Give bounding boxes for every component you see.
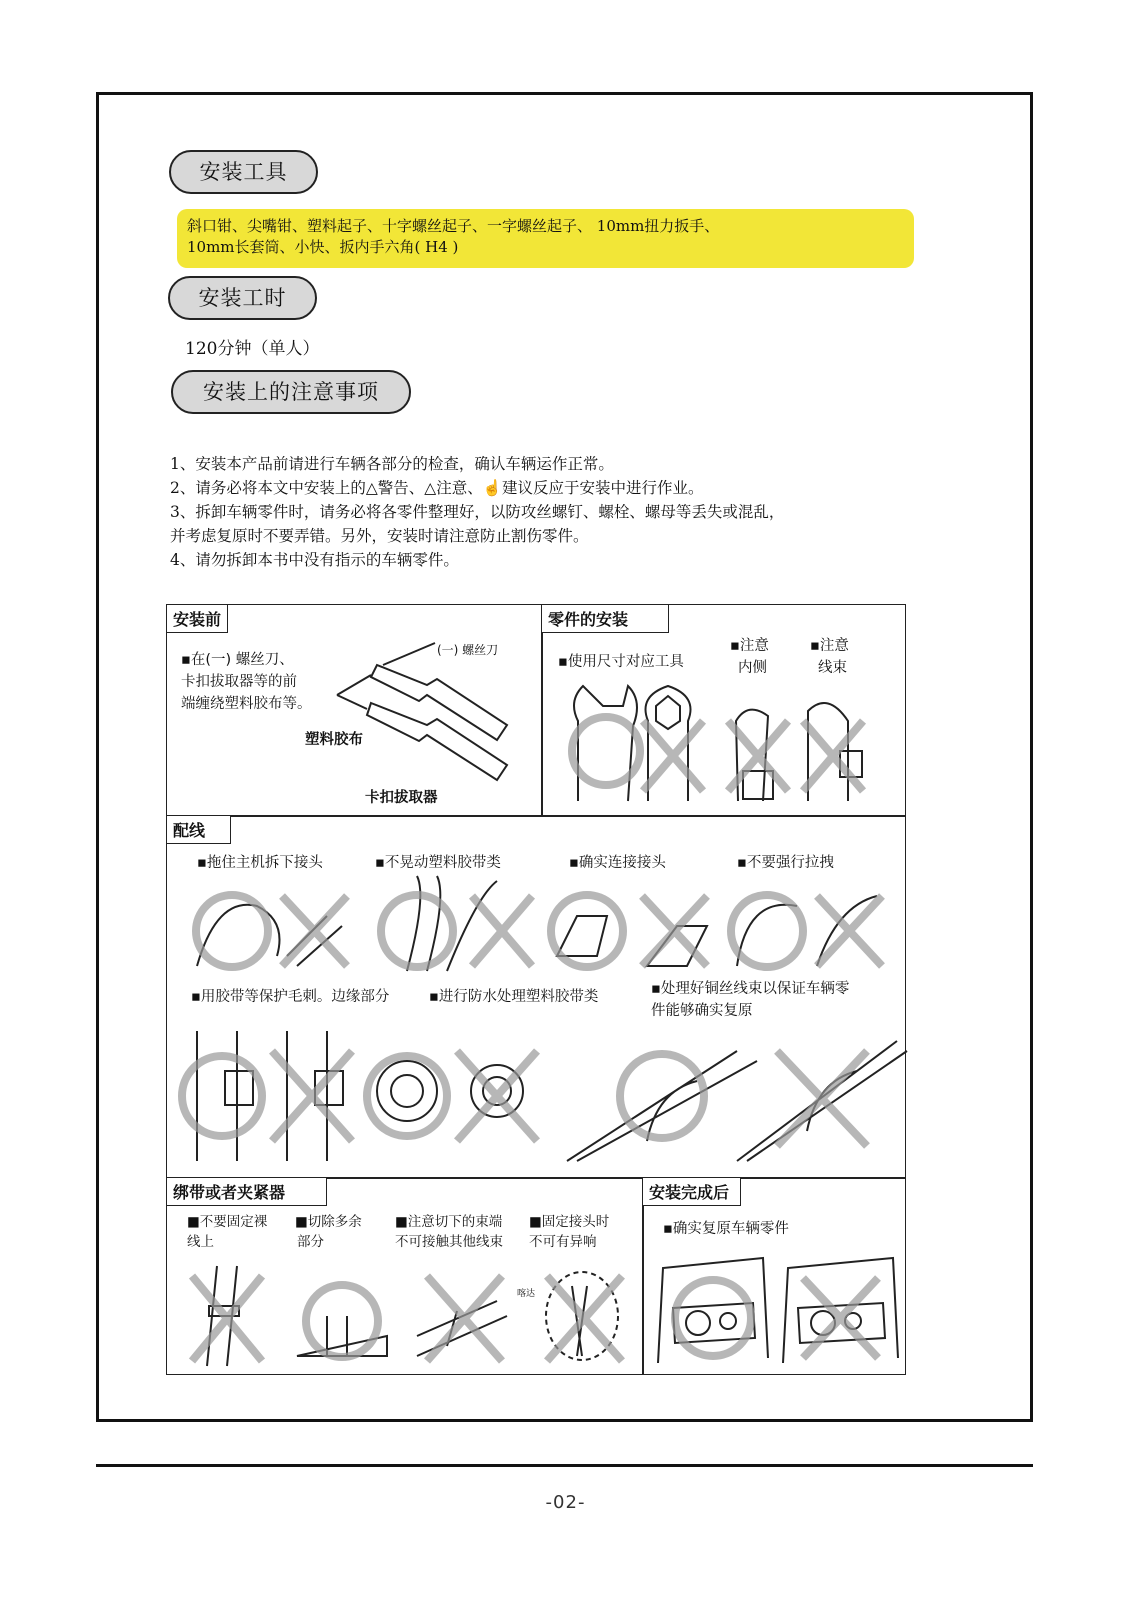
panel-after-install [642,1177,906,1375]
ties-illustration [177,1256,637,1371]
ties-item-4b: 不可有异响 [529,1234,597,1250]
page-number: -02- [545,1492,586,1513]
panel-ties-title: 绑带或者夹紧器 [167,1178,327,1206]
rattle-label: 喀达 [517,1289,536,1299]
wiring-cap-5: ▪用胶带等保护毛刺。边缘部分 [191,989,390,1005]
panel-wiring-title: 配线 [167,816,231,844]
panel-wiring [166,815,906,1179]
screwdriver-illustration [357,635,537,785]
tools-title: 安装工具 [169,150,318,194]
parts-caption: ▪使用尺寸对应工具 [558,654,684,670]
time-title: 安装工时 [168,276,317,320]
wrench-illustration [558,681,898,806]
wiring-row2-illustration [177,1021,897,1166]
ties-item-1b: 线上 [187,1234,214,1250]
ties-item-4a: ■固定接头时 [529,1214,610,1230]
panel-parts-title: 零件的安装 [542,605,669,633]
wiring-cap-8: 件能够确实复原 [651,1003,753,1019]
ties-item-1a: ■不要固定裸 [187,1214,268,1230]
wiring-cap-1: ▪拖住主机拆下接头 [197,855,323,871]
tools-list [177,209,914,268]
note-3: 3、拆卸车辆零件时，请务必将各零件整理好，以防攻丝螺钉、螺栓、螺母等丢失或混乱， [170,503,785,521]
note-1: 1、安装本产品前请进行车辆各部分的检查，确认车辆运作正常。 [170,455,614,473]
label-remover: 卡扣拔取器 [365,790,438,806]
wiring-cap-7: ▪处理好铜丝线束以保证车辆零 [651,981,850,997]
ties-item-3a: ■注意切下的束端 [395,1214,503,1230]
time-value: 120分钟（单人） [185,339,320,359]
wiring-cap-2: ▪不晃动塑料胶带类 [375,855,501,871]
ties-item-2b: 部分 [297,1234,324,1250]
label-tape: 塑料胶布 [305,732,363,748]
label-screwdriver: (一) 螺丝刀 [437,643,499,657]
notes-title: 安装上的注意事项 [171,370,411,414]
wiring-cap-4: ▪不要强行拉拽 [737,855,834,871]
footer-rule [96,1464,1033,1467]
panel-parts-install [541,604,906,817]
wiring-cap-3: ▪确实连接接头 [569,855,666,871]
before-caption-1: ▪在(一) 螺丝刀、 [181,652,294,668]
note-2: 2、请务必将本文中安装上的△警告、△注意、☝建议反应于安装中进行作业。 [170,479,704,497]
parts-note-harness-2: 线束 [818,660,847,676]
after-caption: ▪确实复原车辆零件 [663,1221,789,1237]
wiring-row1-illustration [177,876,897,976]
parts-note-harness-1: ▪注意 [810,638,849,654]
after-illustration [653,1248,903,1368]
before-caption-2: 卡扣拔取器等的前 [181,674,297,690]
note-3-cont: 并考虑复原时不要弄错。另外，安装时请注意防止割伤零件。 [170,527,589,545]
ties-item-2a: ■切除多余 [295,1214,362,1230]
ties-item-3b: 不可接触其他线束 [395,1234,503,1250]
parts-note-inner-2: 内侧 [738,660,767,676]
panel-after-title: 安装完成后 [643,1178,741,1206]
note-4: 4、请勿拆卸本书中没有指示的车辆零件。 [170,551,459,569]
panel-before-install [166,604,543,817]
panel-ties [166,1177,644,1375]
tools-line-1: 斜口钳、尖嘴钳、塑料起子、十字螺丝起子、一字螺丝起子、 10mm扭力扳手、 [187,217,720,235]
wiring-cap-6: ▪进行防水处理塑料胶带类 [429,989,599,1005]
parts-note-inner-1: ▪注意 [730,638,769,654]
before-caption-3: 端缠绕塑料胶布等。 [181,696,312,712]
tools-line-2: 10mm长套筒、小快、扳内手六角( H4 ) [187,238,459,256]
panel-before-title: 安装前 [167,605,228,633]
notes-list [170,452,930,572]
